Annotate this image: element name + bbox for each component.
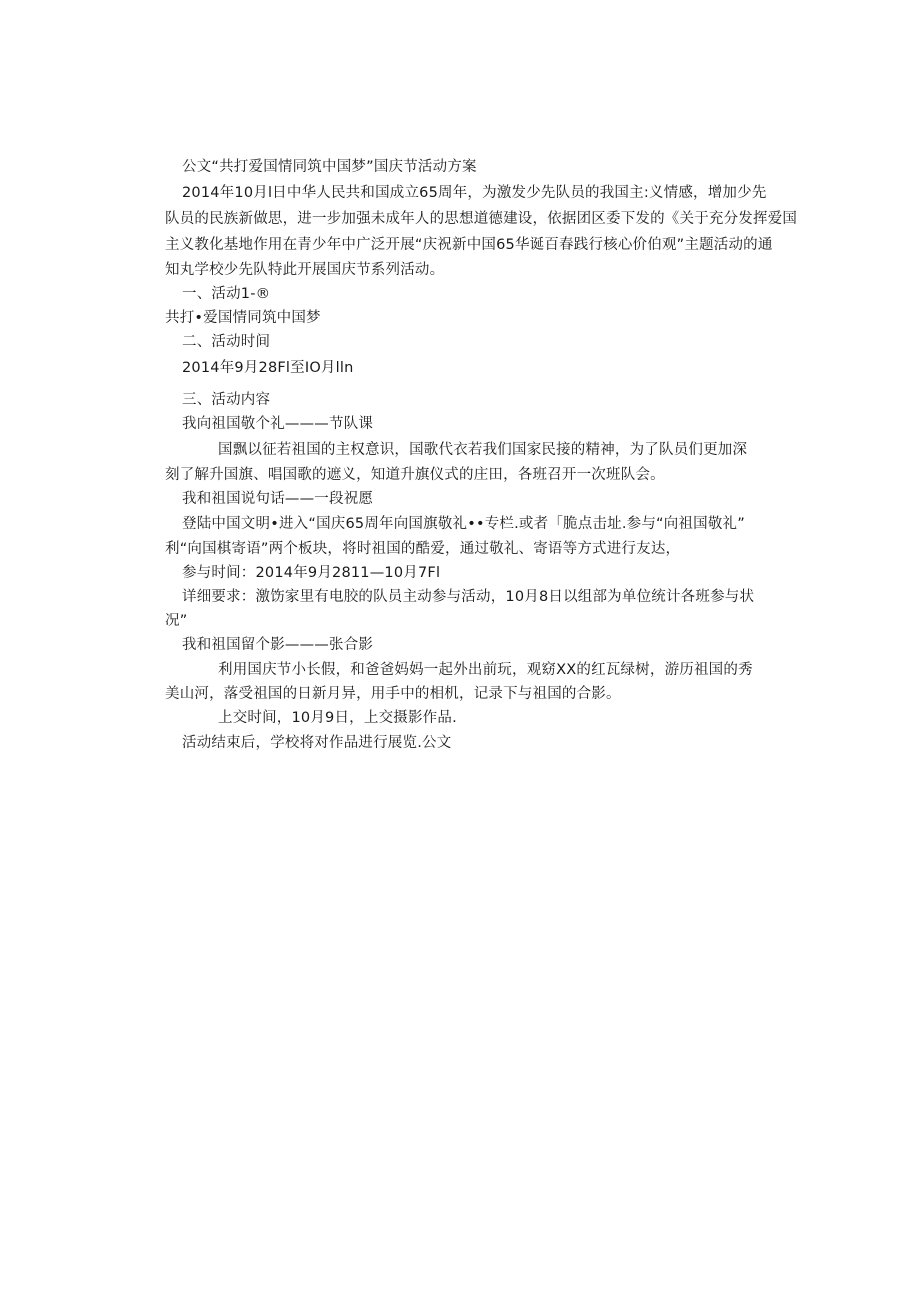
section3-heading: 三、活动内容 bbox=[182, 392, 271, 408]
activity3-submit: 上交时间，10月9日，上交摄影作品. bbox=[218, 710, 457, 726]
document-title: 公文“共打爱国情同筑中国梦”国庆节活动方案 bbox=[182, 159, 477, 175]
activity2-req-line-1: 详细要求：激饬家里有电胶的队员主动参与活动，10月8日以组部为单位统计各班参与状 bbox=[182, 589, 755, 605]
intro-line-2: 队员的民族新做思，进一步加强未成年人的思想道德建设，依据团区委下发的《关于充分发挥爱国 bbox=[165, 211, 798, 227]
activity1-line-2: 刻了解升国旗、唱国歌的遮义，知道升旗仪式的庄田，各班召开一次班队会。 bbox=[165, 467, 665, 483]
activity3-line-1: 利用国庆节小长假，和爸爸妈妈一起外出前玩，观窈XX的红瓦绿树，游历祖国的秀 bbox=[218, 662, 753, 678]
activity2-line-2: 利“向国棋寄语”两个板块，将时祖国的酷爱，通过敬礼、寄语等方式进行友达， bbox=[165, 541, 681, 557]
activity3-title: 我和祖国留个影———张合影 bbox=[182, 637, 374, 653]
closing-text: 活动结束后，学校将对作品进行展览.公文 bbox=[182, 735, 452, 751]
intro-line-1: 2014年10月l日中华人民共和国成立65周年，为激发少先队员的我国主:义情感，增加少先 bbox=[182, 185, 767, 201]
section2-text: 2014年9月28Fl至IO月lln bbox=[182, 360, 354, 376]
activity1-line-1: 国飘以征若祖国的主权意识，国歌代衣若我们国家民接的精神，为了队员们更加深 bbox=[218, 442, 748, 458]
activity2-time: 参与时间：2014年9月2811—10月7Fl bbox=[182, 565, 441, 581]
activity3-line-2: 美山河，落受祖国的日新月异，用手中的相机，记录下与祖国的合影。 bbox=[165, 686, 621, 702]
activity1-title: 我向祖国敬个礼———节队课 bbox=[182, 416, 374, 432]
activity2-title: 我和祖国说句话——一段祝愿 bbox=[182, 491, 374, 507]
activity2-line-1: 登陆中国文明•进入“国庆65周年向国旗敬礼••专栏.或者「脆点击址.参与“向祖国敬礼” bbox=[182, 516, 745, 532]
section1-text: 共打•爱国情同筑中国梦 bbox=[165, 310, 321, 326]
section2-heading: 二、活动时间 bbox=[182, 334, 271, 350]
intro-line-3: 主义教化基地作用在青少年中广泛开展“庆祝新中国65华诞百春践行核心价伯观”主题活动的通 bbox=[165, 237, 773, 253]
activity2-req-line-2: 况” bbox=[165, 613, 188, 629]
section1-heading: 一、活动1-® bbox=[182, 286, 271, 302]
intro-line-4: 知丸学校少先队特此开展国庆节系列活动。 bbox=[165, 262, 445, 278]
